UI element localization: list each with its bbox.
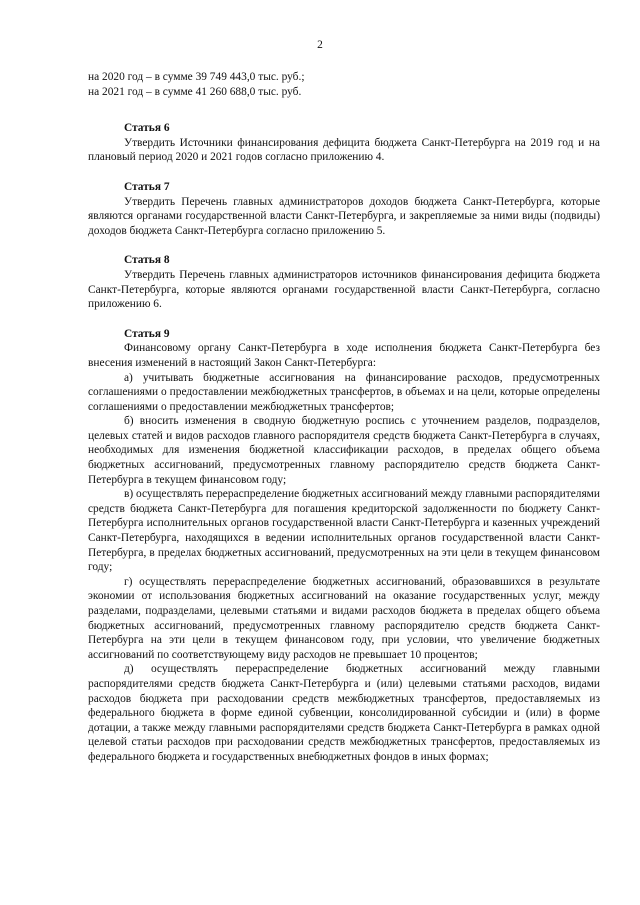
article-9-heading: Статья 9 — [124, 327, 170, 340]
article-9-item-g: г) осуществлять перераспределение бюджетных ассигнований, образовавшихся в результате экономии от использования бюджетных ассигнований на оказание государственных услуг, между разделами, подразделами, целевыми статьями и видами расходов бюджета в пределах общего объема бюджетных ассигнований, предусмотренных главному распорядителю средств бюджета Санкт-Петербурга на эти цели в текущем финансовом году, при условии, что увеличение бюджетных ассигнований по соответствующему виду расходов не превышает 10 процентов; — [88, 575, 600, 661]
article-9-item-b: б) вносить изменения в сводную бюджетную роспись с уточнением разделов, подразделов, целевых статей и видов расходов главного распорядителя средств бюджета Санкт-Петербурга в случаях, необходимых для изменения бюджетной классификации расходов, в пределах общего объема бюджетных ассигнований, предусмотренных главному распорядителю средств бюджета Санкт-Петербурга в текущем финансовом году; — [88, 415, 600, 486]
article-6 — [88, 121, 600, 165]
article-7-heading: Статья 7 — [124, 180, 170, 193]
article-7 — [88, 180, 600, 238]
article-8 — [88, 253, 600, 311]
article-8-text: Утвердить Перечень главных администраторов источников финансирования дефицита бюджета Санкт-Петербурга, которые являются органами государственной власти Санкт-Петербурга, согласно приложению 6. — [88, 268, 600, 311]
article-6-text: Утвердить Источники финансирования дефицита бюджета Санкт-Петербурга на 2019 год и на плановый период 2020 и 2021 годов согласно приложению 4. — [88, 136, 600, 164]
article-6-heading: Статья 6 — [124, 122, 170, 135]
article-9 — [88, 327, 600, 765]
article-9-item-a: а) учитывать бюджетные ассигнования на финансирование расходов, предусмотренных соглашениями о предоставлении межбюджетных трансфертов, в объемах и на цели, которые определены соглашениями о предоставлении межбюджетных трансфертов; — [88, 371, 600, 413]
budget-line-2020: на 2020 год – в сумме 39 749 443,0 тыс. руб.; — [88, 71, 305, 83]
article-9-item-d: д) осуществлять перераспределение бюджетных ассигнований между главными распорядителями средств бюджета Санкт-Петербурга и (или) целевыми статьями расходов, видами расходов бюджета при расходовании средств межбюджетных трансфертов, предоставляемых из федерального бюджета в форме единой субвенции, консолидированной субсидии и (или) в форме дотации, а также между главными распорядителями средств бюджета Санкт-Петербурга в рамках одной целевой статьи расходов при расходовании средств межбюджетных трансфертов, предоставляемых из федерального бюджета и государственных внебюджетных фондов в иных формах; — [88, 663, 600, 763]
article-9-item-v: в) осуществлять перераспределение бюджетных ассигнований между главными распорядителями средств бюджета Санкт-Петербурга для погашения кредиторской задолженности по бюджету Санкт-Петербурга исполнительных органов государственной власти Санкт-Петербурга и казенных учреждений Санкт-Петербурга, находящихся в ведении исполнительных органов государственной власти Санкт-Петербурга, в пределах бюджетных ассигнований, предусмотренных на эти цели в текущем финансовом году; — [88, 488, 600, 574]
document-body — [88, 70, 600, 765]
budget-line-2021: на 2021 год – в сумме 41 260 688,0 тыс. руб. — [88, 85, 302, 98]
article-9-intro: Финансовому органу Санкт-Петербурга в ходе исполнения бюджета Санкт-Петербурга без внесения изменений в настоящий Закон Санкт-Петербурга: — [88, 342, 600, 369]
article-7-text: Утвердить Перечень главных администраторов доходов бюджета Санкт-Петербурга, которые являются органами государственной власти Санкт-Петербурга, и закрепляемые за ними виды (подвиды) доходов бюджета Санкт-Петербурга согласно приложению 5. — [88, 195, 600, 237]
article-8-heading: Статья 8 — [124, 254, 170, 267]
page-number: 2 — [317, 39, 323, 51]
